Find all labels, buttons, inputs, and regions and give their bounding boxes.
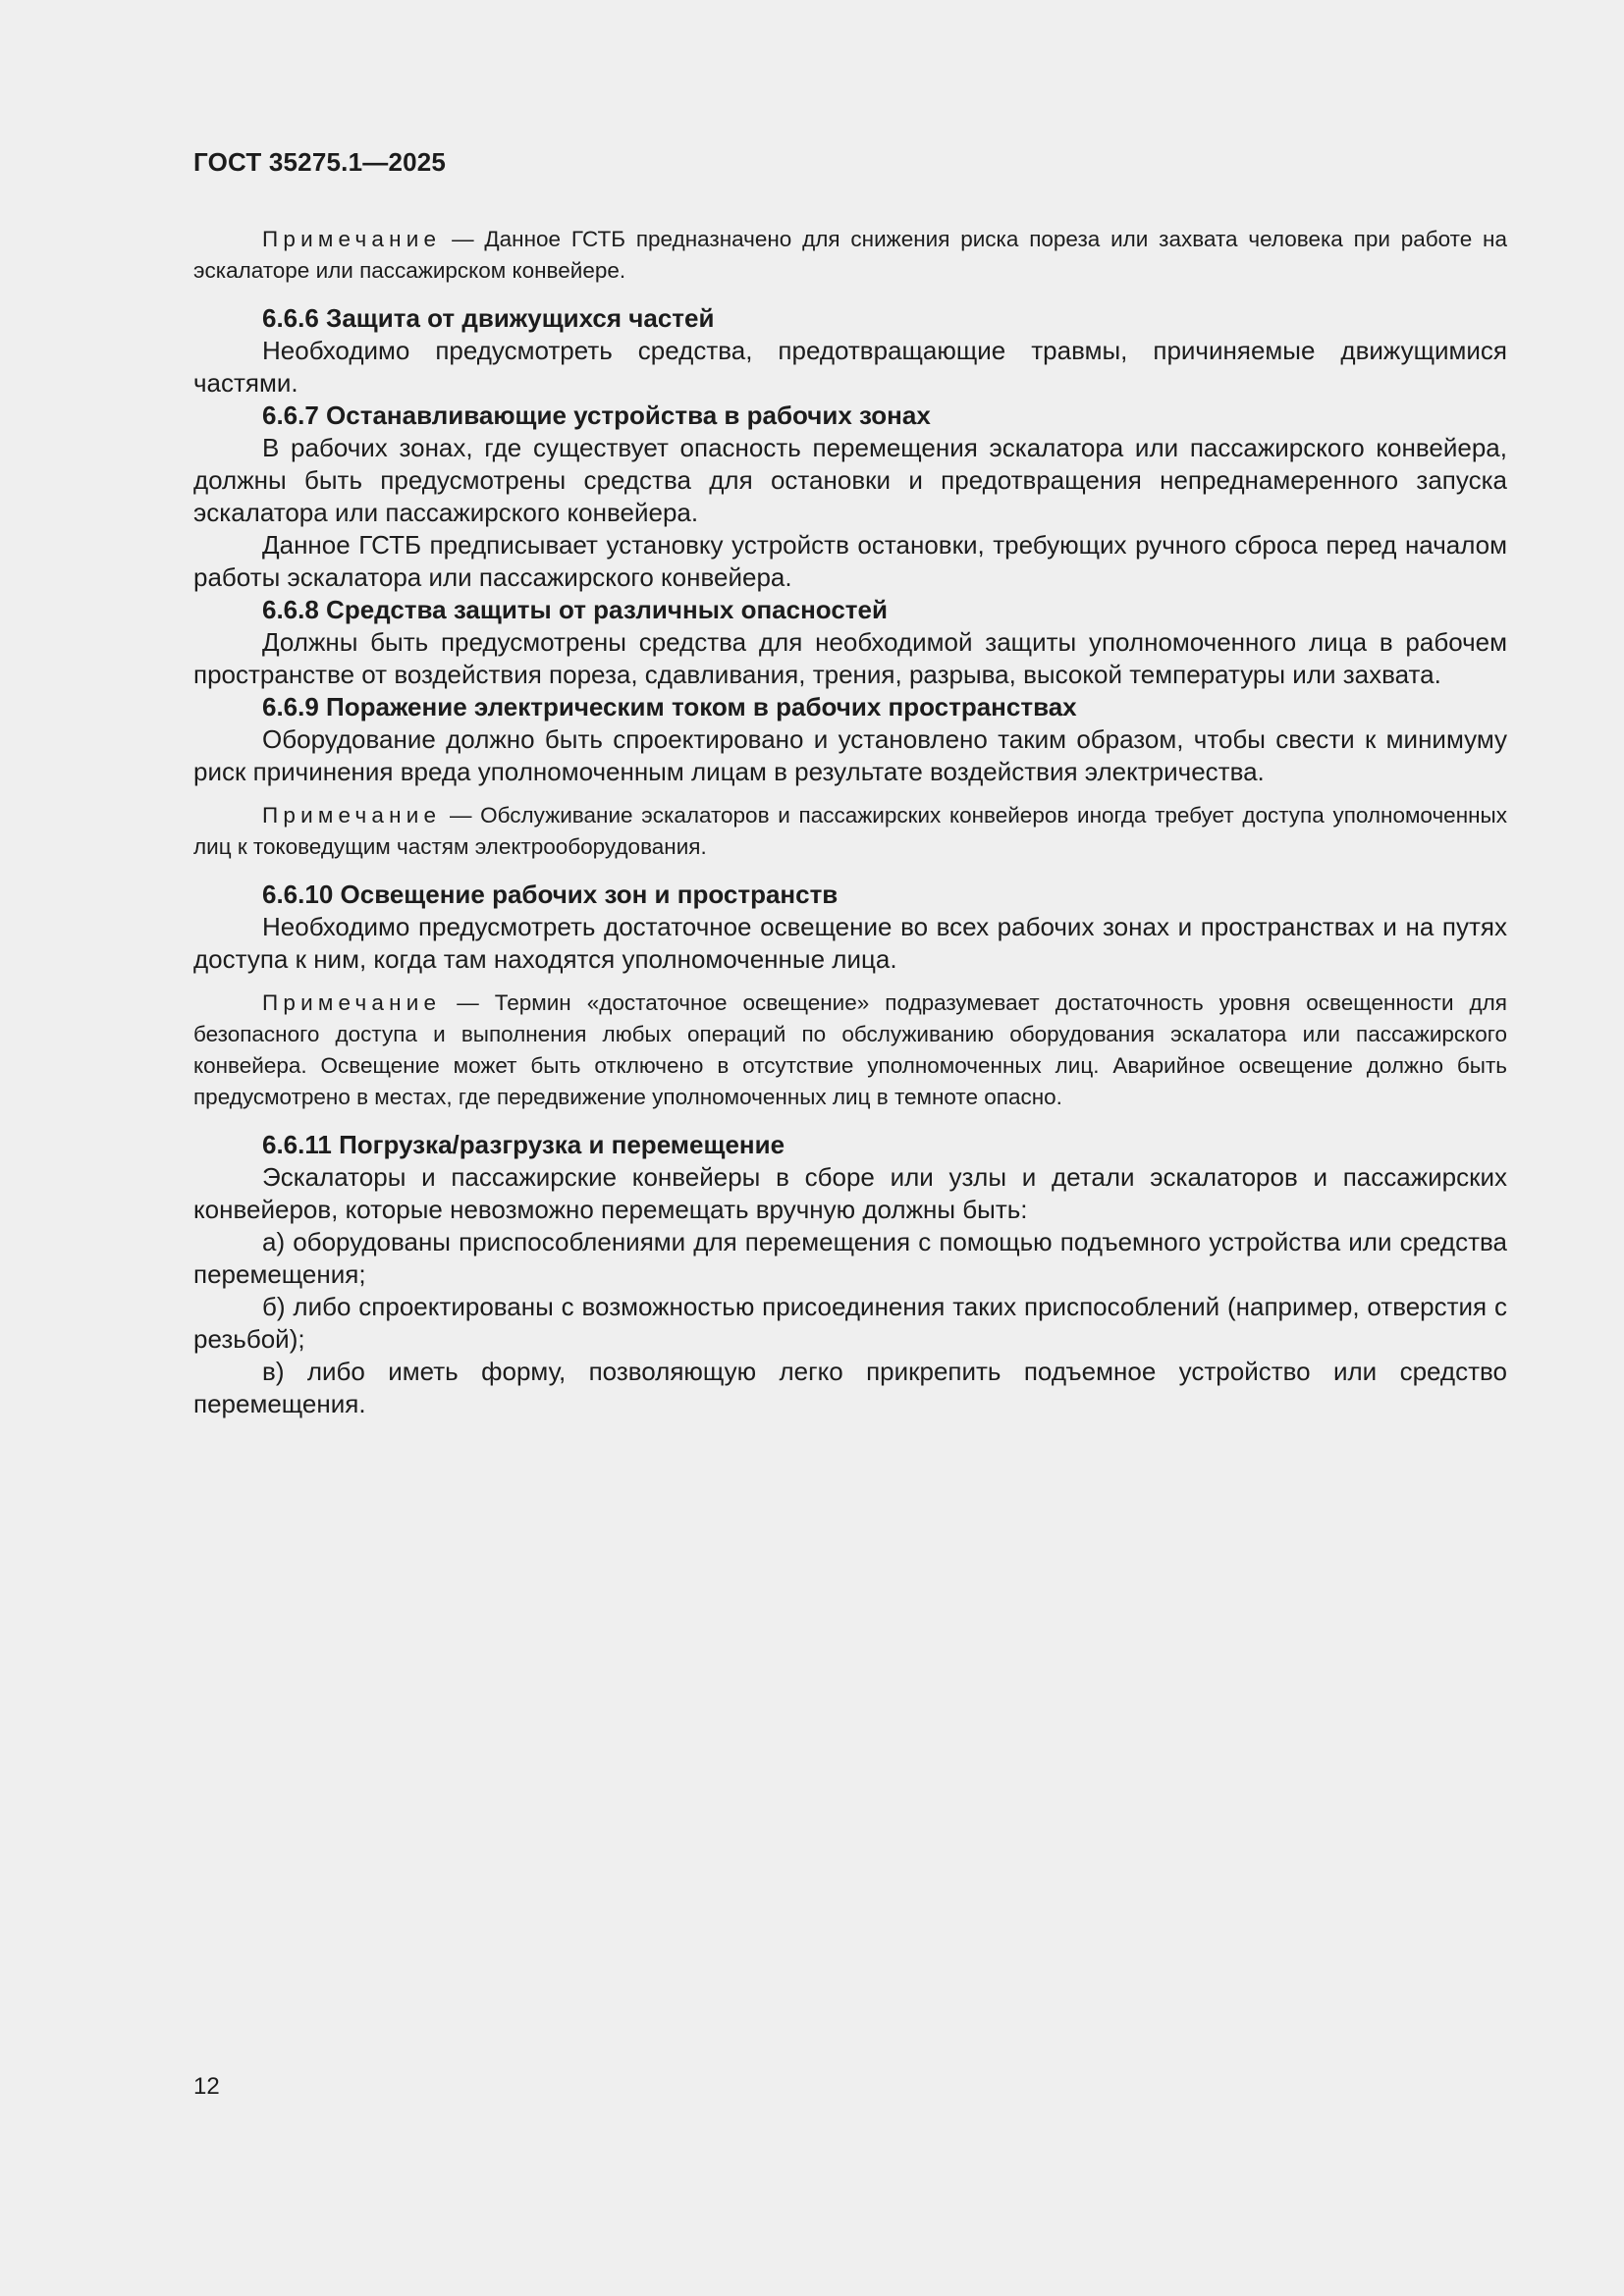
paragraph: В рабочих зонах, где существует опасность перемещения эскалатора или пассажирского конвейера, должны быть предусмотрены средства для остановки и предотвращения непреднамеренного запуска эскалатора или пассажирского конвейера. — [193, 433, 1507, 527]
note-label: Примечание — [262, 990, 442, 1015]
section-heading-6-6-9: 6.6.9 Поражение электрическим током в рабочих пространствах — [262, 692, 1077, 721]
note-2 — [193, 800, 1507, 863]
paragraph: Необходимо предусмотреть достаточное освещение во всех рабочих зонах и пространствах и на путях доступа к ним, когда там находятся уполномоченные лица. — [193, 912, 1507, 974]
document-id-header: ГОСТ 35275.1—2025 — [193, 147, 447, 177]
note-dash: — — [457, 990, 479, 1015]
paragraph: Оборудование должно быть спроектировано и установлено таким образом, чтобы свести к минимуму риск причинения вреда уполномоченным лицам в результате воздействия электричества. — [193, 724, 1507, 786]
list-item: а) оборудованы приспособлениями для перемещения с помощью подъемного устройства или средства перемещения; — [193, 1227, 1507, 1289]
note-text: Данное ГСТБ предназначено для снижения риска пореза или захвата человека при работе на эскалаторе или пассажирском конвейере. — [193, 227, 1507, 283]
section-heading-6-6-10: 6.6.10 Освещение рабочих зон и пространств — [262, 880, 839, 909]
section-heading-6-6-11: 6.6.11 Погрузка/разгрузка и перемещение — [262, 1130, 785, 1159]
list-item: в) либо иметь форму, позволяющую легко прикрепить подъемное устройство или средство перемещения. — [193, 1357, 1507, 1418]
note-text: Термин «достаточное освещение» подразумевает достаточность уровня освещенности для безопасного доступа и выполнения любых операций по обслуживанию оборудования эскалатора или пассажирского конвейера. Освещение может быть отключено в отсутствие уполномоченных лиц. Аварийное освещение должно быть предусмотрено в местах, где передвижение уполномоченных лиц в темноте опасно. — [193, 990, 1507, 1109]
note-dash: — — [452, 227, 474, 251]
paragraph: Должны быть предусмотрены средства для необходимой защиты уполномоченного лица в рабочем пространстве от воздействия пореза, сдавливания, трения, разрыва, высокой температуры или захвата. — [193, 627, 1507, 689]
page-number: 12 — [193, 2073, 220, 2100]
section-heading-6-6-6: 6.6.6 Защита от движущихся частей — [262, 303, 715, 333]
note-text: Обслуживание эскалаторов и пассажирских конвейеров иногда требует доступа уполномоченных лиц к токоведущим частям электрооборудования. — [193, 803, 1507, 859]
paragraph: Необходимо предусмотреть средства, предотвращающие травмы, причиняемые движущимися частями. — [193, 336, 1507, 398]
note-dash: — — [449, 803, 472, 828]
note-label: Примечание — [262, 803, 442, 828]
note-label: Примечание — [262, 227, 442, 251]
section-heading-6-6-8: 6.6.8 Средства защиты от различных опасностей — [262, 595, 888, 624]
note-3 — [193, 988, 1507, 1113]
paragraph: Эскалаторы и пассажирские конвейеры в сборе или узлы и детали эскалаторов и пассажирских конвейеров, которые невозможно перемещать вручную должны быть: — [193, 1162, 1507, 1224]
section-heading-6-6-7: 6.6.7 Останавливающие устройства в рабочих зонах — [262, 400, 931, 430]
paragraph: Данное ГСТБ предписывает установку устройств остановки, требующих ручного сброса перед началом работы эскалатора или пассажирского конвейера. — [193, 530, 1507, 592]
note-1 — [193, 224, 1507, 287]
list-item: б) либо спроектированы с возможностью присоединения таких приспособлений (например, отверстия с резьбой); — [193, 1292, 1507, 1354]
page-content — [193, 224, 1507, 1420]
